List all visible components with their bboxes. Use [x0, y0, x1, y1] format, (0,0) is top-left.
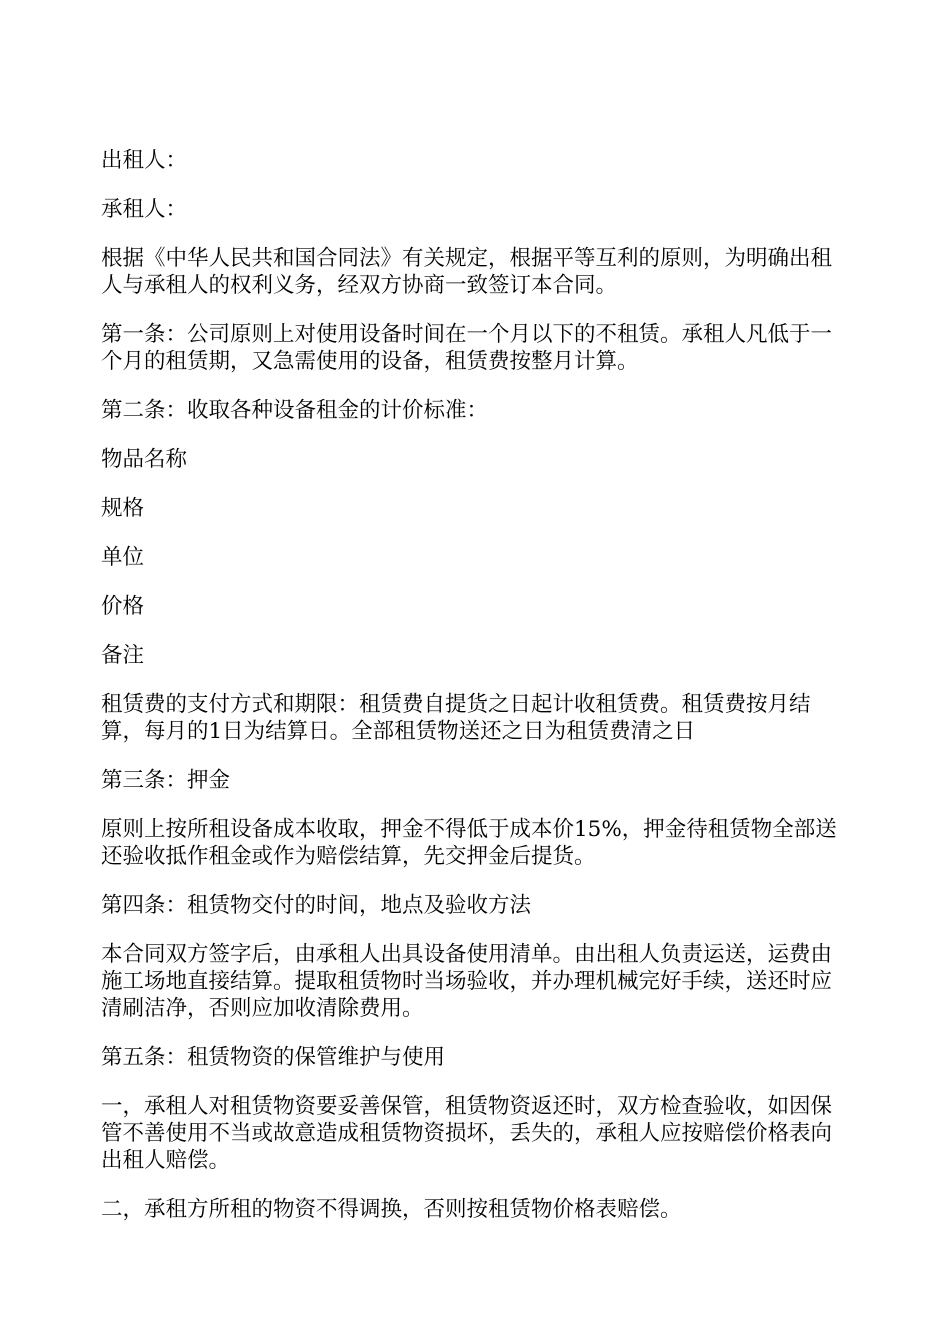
- item-name-label: 物品名称: [101, 447, 188, 472]
- payment-terms-paragraph: 租赁费的支付方式和期限：租赁费自提货之日起计收租赁费。租赁费按月结算，每月的1日为结算日。全部租赁物送还之日为租赁费清之日: [101, 692, 811, 744]
- article-5-heading: 第五条：租赁物资的保管维护与使用: [101, 1045, 446, 1070]
- remarks-label: 备注: [101, 643, 145, 668]
- lessor-line: 出租人：: [101, 148, 188, 173]
- article-1-paragraph: 第一条：公司原则上对使用设备时间在一个月以下的不租赁。承租人凡低于一个月的租赁期，又急需使用的设备，租赁费按整月计算。: [101, 322, 833, 374]
- unit-label: 单位: [101, 545, 145, 570]
- deposit-paragraph: 原则上按所租设备成本收取，押金不得低于成本价15%，押金待租赁物全部送还验收抵作租金或作为赔偿结算，先交押金后提货。: [101, 817, 837, 869]
- clause-two-paragraph: 二，承租方所租的物资不得调换，否则按租赁物价格表赔偿。: [101, 1197, 682, 1222]
- delivery-paragraph: 本合同双方签字后，由承租人出具设备使用清单。由出租人负责运送，运费由施工场地直接结算。提取租赁物时当场验收，并办理机械完好手续，送还时应清刷洁净，否则应加收清除费用。: [101, 942, 833, 1021]
- preamble-paragraph: 根据《中华人民共和国合同法》有关规定，根据平等互利的原则，为明确出租人与承租人的权利义务，经双方协商一致签订本合同。: [101, 246, 833, 298]
- spec-label: 规格: [101, 496, 145, 521]
- article-2-heading: 第二条：收取各种设备租金的计价标准：: [101, 398, 489, 423]
- article-4-heading: 第四条：租赁物交付的时间，地点及验收方法: [101, 893, 532, 918]
- lessee-line: 承租人：: [101, 197, 188, 222]
- price-label: 价格: [101, 594, 145, 619]
- clause-one-paragraph: 一，承租人对租赁物资要妥善保管，租赁物资返还时，双方检查验收，如因保管不善使用不当或故意造成租赁物资损坏，丢失的，承租人应按赔偿价格表向出租人赔偿。: [101, 1094, 833, 1173]
- article-3-heading: 第三条：押金: [101, 768, 231, 793]
- document-body: [101, 147, 853, 1245]
